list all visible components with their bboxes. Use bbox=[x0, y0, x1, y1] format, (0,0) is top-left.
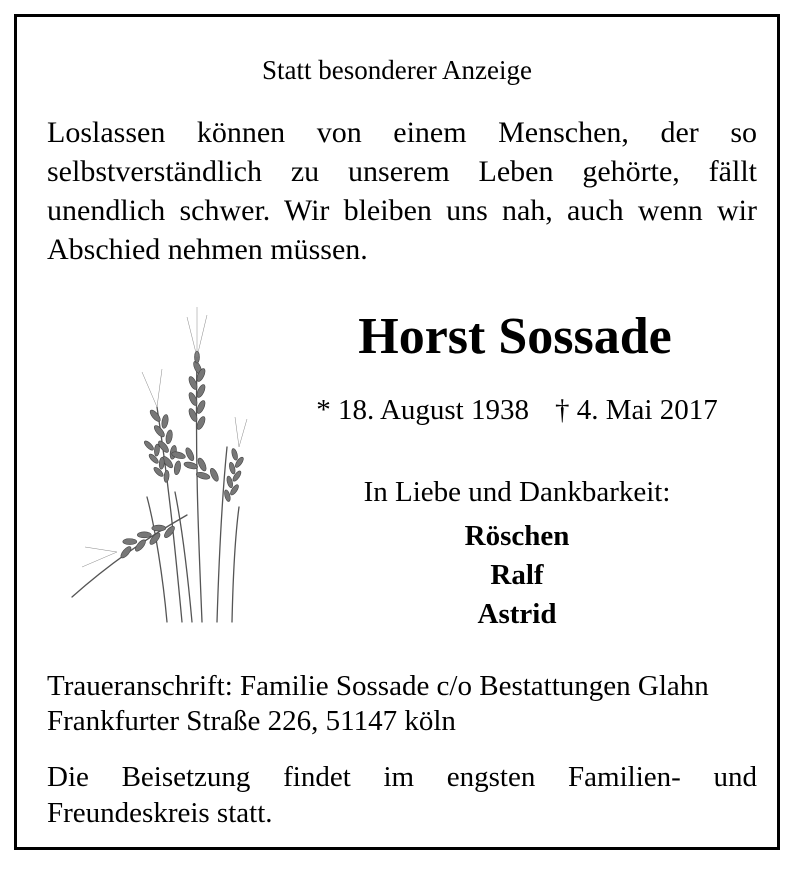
wheat-ears-icon bbox=[57, 297, 257, 627]
death-date: † 4. Mai 2017 bbox=[554, 394, 718, 426]
memorial-poem: Loslassen können von einem Menschen, der so selbstverständlich zu unserem Leben gehörte, fällt unendlich schwer. Wir bleiben uns nah, auch wenn wir Abschied nehmen müssen. bbox=[47, 116, 757, 266]
deceased-name: Horst Sossade bbox=[358, 308, 672, 365]
birth-date: * 18. August 1938 bbox=[316, 394, 529, 426]
mourner-name: Ralf bbox=[490, 559, 544, 591]
address-line-2: Frankfurter Straße 226, 51147 köln bbox=[47, 705, 456, 737]
mourner-name: Astrid bbox=[477, 598, 557, 630]
mourners-list bbox=[257, 517, 777, 634]
mourner-name: Röschen bbox=[464, 520, 570, 552]
mourning-address bbox=[47, 669, 767, 739]
burial-note: Die Beisetzung findet im engsten Familien- und Freundeskreis statt. bbox=[47, 761, 757, 829]
address-line-1: Traueranschrift: Familie Sossade c/o Bestattungen Glahn bbox=[47, 670, 709, 702]
notice-heading: Statt besonderer Anzeige bbox=[262, 55, 532, 85]
life-dates bbox=[257, 393, 777, 427]
dedication-line: In Liebe und Dankbarkeit: bbox=[363, 476, 671, 508]
obituary-notice bbox=[14, 14, 780, 850]
